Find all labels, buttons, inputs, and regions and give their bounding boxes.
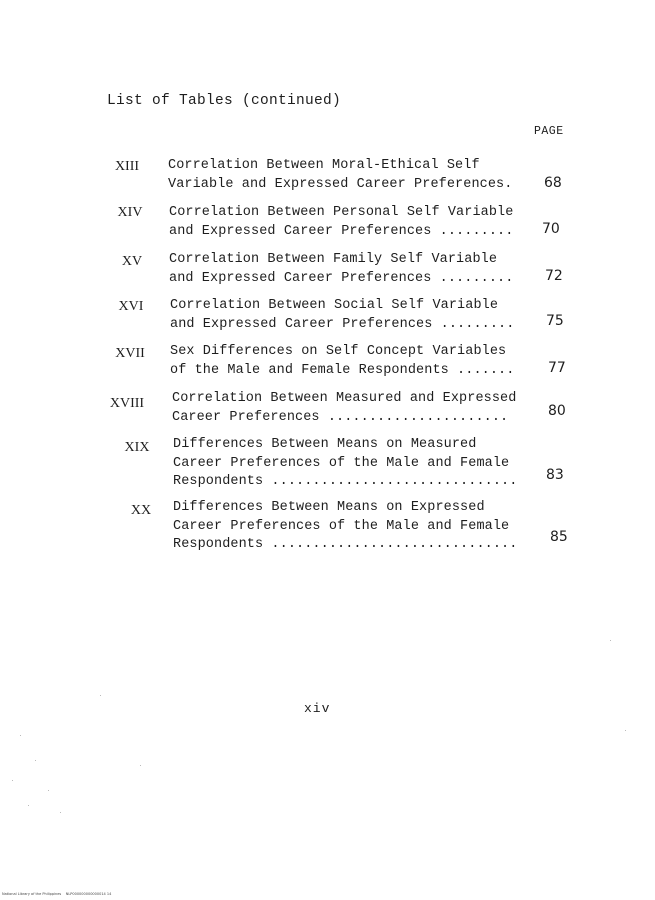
table-number: XVIII (109, 396, 145, 411)
table-page: 77 (548, 360, 566, 376)
table-page: 70 (542, 221, 560, 237)
table-number: XIX (124, 440, 150, 455)
table-number: XX (130, 503, 152, 518)
page-number: xiv (304, 701, 331, 716)
table-page: 72 (545, 268, 563, 284)
list-of-tables-heading: List of Tables (continued) (107, 93, 342, 109)
table-title: Correlation Between Personal Self Variable and Expressed Career Preferences ......... (169, 205, 514, 239)
table-page: 68 (544, 175, 562, 191)
table-number: XV (121, 254, 143, 269)
table-number: XVI (118, 299, 144, 314)
table-title: Differences Between Means on Expressed Career Preferences of the Male and Female Respondents .............................. (173, 500, 518, 552)
table-number: XIII (114, 159, 140, 174)
table-title: Differences Between Means on Measured Career Preferences of the Male and Female Respondents .............................. (173, 437, 518, 489)
table-title: Correlation Between Measured and Expressed Career Preferences ...................... (172, 391, 517, 425)
table-number: XIV (117, 205, 143, 220)
page-column-label: PAGE (534, 125, 564, 138)
table-title: Correlation Between Family Self Variable and Expressed Career Preferences ......... (169, 252, 514, 286)
table-page: 80 (548, 403, 566, 419)
table-title: Correlation Between Social Self Variable and Expressed Career Preferences ......... (170, 298, 515, 332)
table-title: Correlation Between Moral-Ethical Self Variable and Expressed Career Preferences. (168, 158, 513, 192)
archive-stamp: National Library of the Philippines NLP000000000000014 14 (2, 892, 112, 896)
table-number: XVII (115, 346, 145, 361)
table-page: 85 (550, 529, 568, 545)
table-title: Sex Differences on Self Concept Variables of the Male and Female Respondents ....... (170, 344, 515, 378)
table-page: 75 (546, 313, 564, 329)
table-page: 83 (546, 467, 564, 483)
